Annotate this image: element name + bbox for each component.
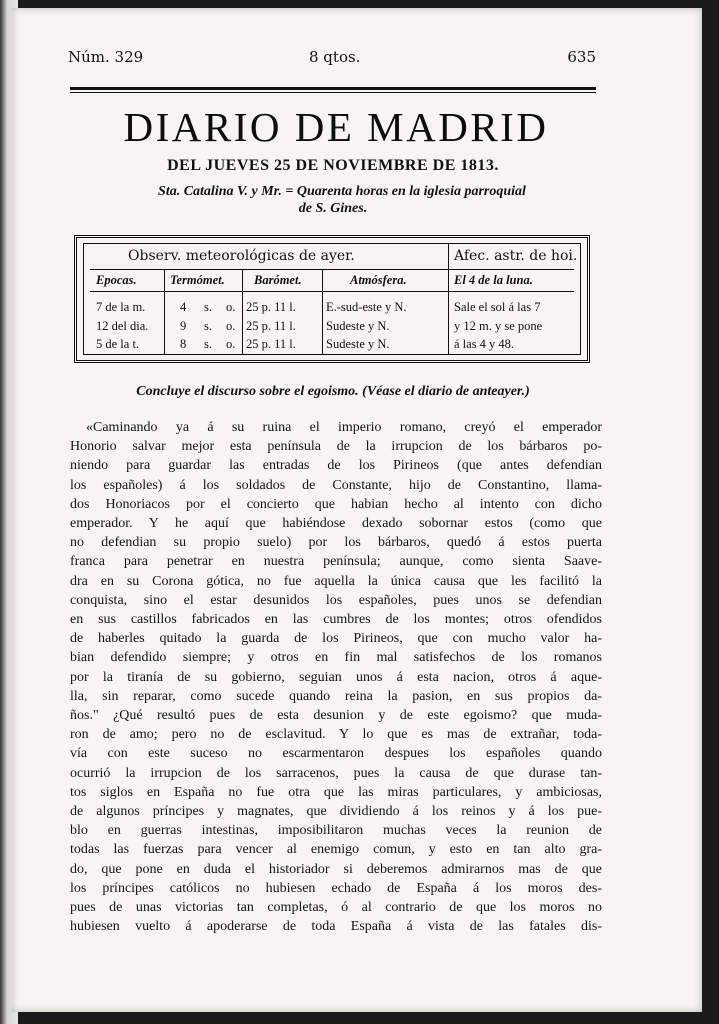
article-line: blo en guerras intestinas, imposibilitaron muchas veces la reunion de: [70, 823, 602, 839]
row1-atmos: E.-sud-este y N.: [326, 300, 407, 314]
luna-line-3: á las 4 y 48.: [454, 337, 515, 351]
row3-baro: 25 p. 11 l.: [246, 337, 296, 351]
col-header-baromet: Barómet.: [254, 273, 302, 287]
article-line: de haberles quitado la guarda de los Pirineos, que con mucho valor ha-: [70, 631, 602, 647]
article-line: hubiesen vuelto á apoderarse de toda España á vista de las fatales dis-: [70, 919, 602, 935]
row1-epoca: 7 de la m.: [96, 300, 146, 314]
header-rule: [70, 87, 596, 93]
article-line: pues de unas victorias tan completas, ó al contrario de que los moros no: [70, 900, 602, 916]
row1-term-a: 4: [180, 300, 187, 314]
article-line: en sus castillos fabricados en las cumbres de los montes; otros ofendidos: [70, 612, 602, 628]
col-header-termomet: Termómet.: [170, 273, 225, 287]
article-line: Honorio salvar mejor esta península de la irrupcion de los bárbaros po-: [70, 439, 602, 455]
article-line: do, que pone en duda el historiador si deberemos admirarnos mas de que: [70, 861, 602, 877]
row3-term-a: 8: [180, 337, 187, 351]
article-line: ron de amo; pero no de esclavitud. Y lo que es mas de extrañar, toda-: [70, 727, 602, 743]
row2-term-b: s.: [204, 319, 212, 333]
article-body: [70, 418, 602, 936]
article-line: por la tiranía de su gobierno, seguian unos á esta nacion, otros á aque-: [70, 669, 602, 685]
article-line: los príncipes católicos no hubiesen echado de España á los moros des-: [70, 880, 602, 896]
meteo-main-divider: [448, 244, 449, 354]
article-line: vía con este suceso no escarmentaron despues los españoles quando: [70, 746, 602, 762]
issue-price: 8 qtos.: [309, 48, 361, 66]
row1-term-b: s.: [204, 300, 212, 314]
article-line: emperador. Y he aquí que habiéndose dexado sobornar estos (como que: [70, 516, 602, 532]
col-header-epocas: Epocas.: [96, 273, 137, 287]
article-line: «Caminando ya á su ruina el imperio romano, creyó el emperador: [86, 420, 602, 435]
row1-baro: 25 p. 11 l.: [246, 300, 296, 314]
masthead-title: DIARIO DE MADRID: [123, 104, 549, 150]
row3-atmos: Sudeste y N.: [326, 337, 390, 351]
luna-line-2: y 12 m. y se pone: [454, 319, 543, 333]
meteorological-table: [74, 235, 590, 363]
article-line: ños." ¿Qué resultó pues de esta desunion y de este egoismo? que muda-: [70, 708, 602, 724]
col-divider: [242, 269, 243, 354]
row2-atmos: Sudeste y N.: [326, 319, 390, 333]
article-line: conquista, sino el estar desunidos los españoles, pues unos se defendian: [70, 592, 602, 608]
col-divider: [164, 269, 165, 354]
dateline: DEL JUEVES 25 DE NOVIEMBRE DE 1813.: [167, 157, 499, 174]
article-line: todas las fuerzas para vencer al enemigo comun, y esto en tan alto gra-: [70, 842, 602, 858]
luna-line-1: Sale el sol á las 7: [454, 300, 541, 314]
saints-line-2: de S. Gines.: [298, 201, 368, 216]
article-line: niendo para guardar las entradas de los Pirineos (que antes defendian: [70, 458, 602, 474]
row3-term-b: s.: [204, 337, 212, 351]
article-line: bian defendido siempre; y otros en fin mal satisfechos de los romanos: [70, 650, 602, 666]
meteo-title: Observ. meteorológicas de ayer.: [128, 248, 355, 264]
article-line: los españoles) á los soldados de Constante, hijo de Constantino, llama-: [70, 477, 602, 493]
meteo-table-inner: [83, 243, 581, 355]
issue-header: [68, 48, 596, 68]
meteo-header-rule: [90, 291, 574, 292]
article-line: no defendian su propio suelo) por los bárbaros, quedó á estos puerta: [70, 535, 602, 551]
astro-title: Afec. astr. de hoi.: [454, 248, 578, 264]
article-line: de algunos príncipes y magnates, que dividiendo á los reinos y á los pue-: [70, 804, 602, 820]
article-line: tos siglos en España no fue otra que las miras particulares, y ambiciosas,: [70, 784, 602, 800]
saints-line-1: Sta. Catalina V. y Mr. = Quarenta horas en la iglesia parroquial: [158, 184, 526, 199]
meteo-title-rule: [90, 269, 574, 270]
article-subtitle: Concluye el discurso sobre el egoismo. (Véase el diario de anteayer.): [136, 384, 530, 399]
article-line: dra en su Corona gótica, no fue aquella la única causa que les facilitó la: [70, 573, 602, 589]
page-number: 635: [567, 48, 596, 66]
row2-term-c: o.: [226, 319, 236, 333]
col-header-luna: El 4 de la luna.: [454, 273, 533, 287]
col-header-atmosfera: Atmósfera.: [350, 273, 407, 287]
row2-baro: 25 p. 11 l.: [246, 319, 296, 333]
article-line: lla, sin reparar, como sucede quando reina la pasion, en sus propios da-: [70, 688, 602, 704]
row3-term-c: o.: [226, 337, 236, 351]
issue-number: Núm. 329: [68, 48, 144, 66]
col-divider: [322, 269, 323, 354]
article-line: dos Honoriacos por el concierto que habian hecho al intento con dicho: [70, 496, 602, 512]
saints-of-day: [70, 183, 596, 217]
row2-term-a: 9: [180, 319, 187, 333]
row2-epoca: 12 del dia.: [96, 319, 149, 333]
row1-term-c: o.: [226, 300, 236, 314]
article-line: ocurrió la irrupcion de los sarracenos, pues la causa de que durase tan-: [70, 765, 602, 781]
article-line: franca para penetrar en nuestra península; aunque, como sienta Saave-: [70, 554, 602, 570]
row3-epoca: 5 de la t.: [96, 337, 140, 351]
